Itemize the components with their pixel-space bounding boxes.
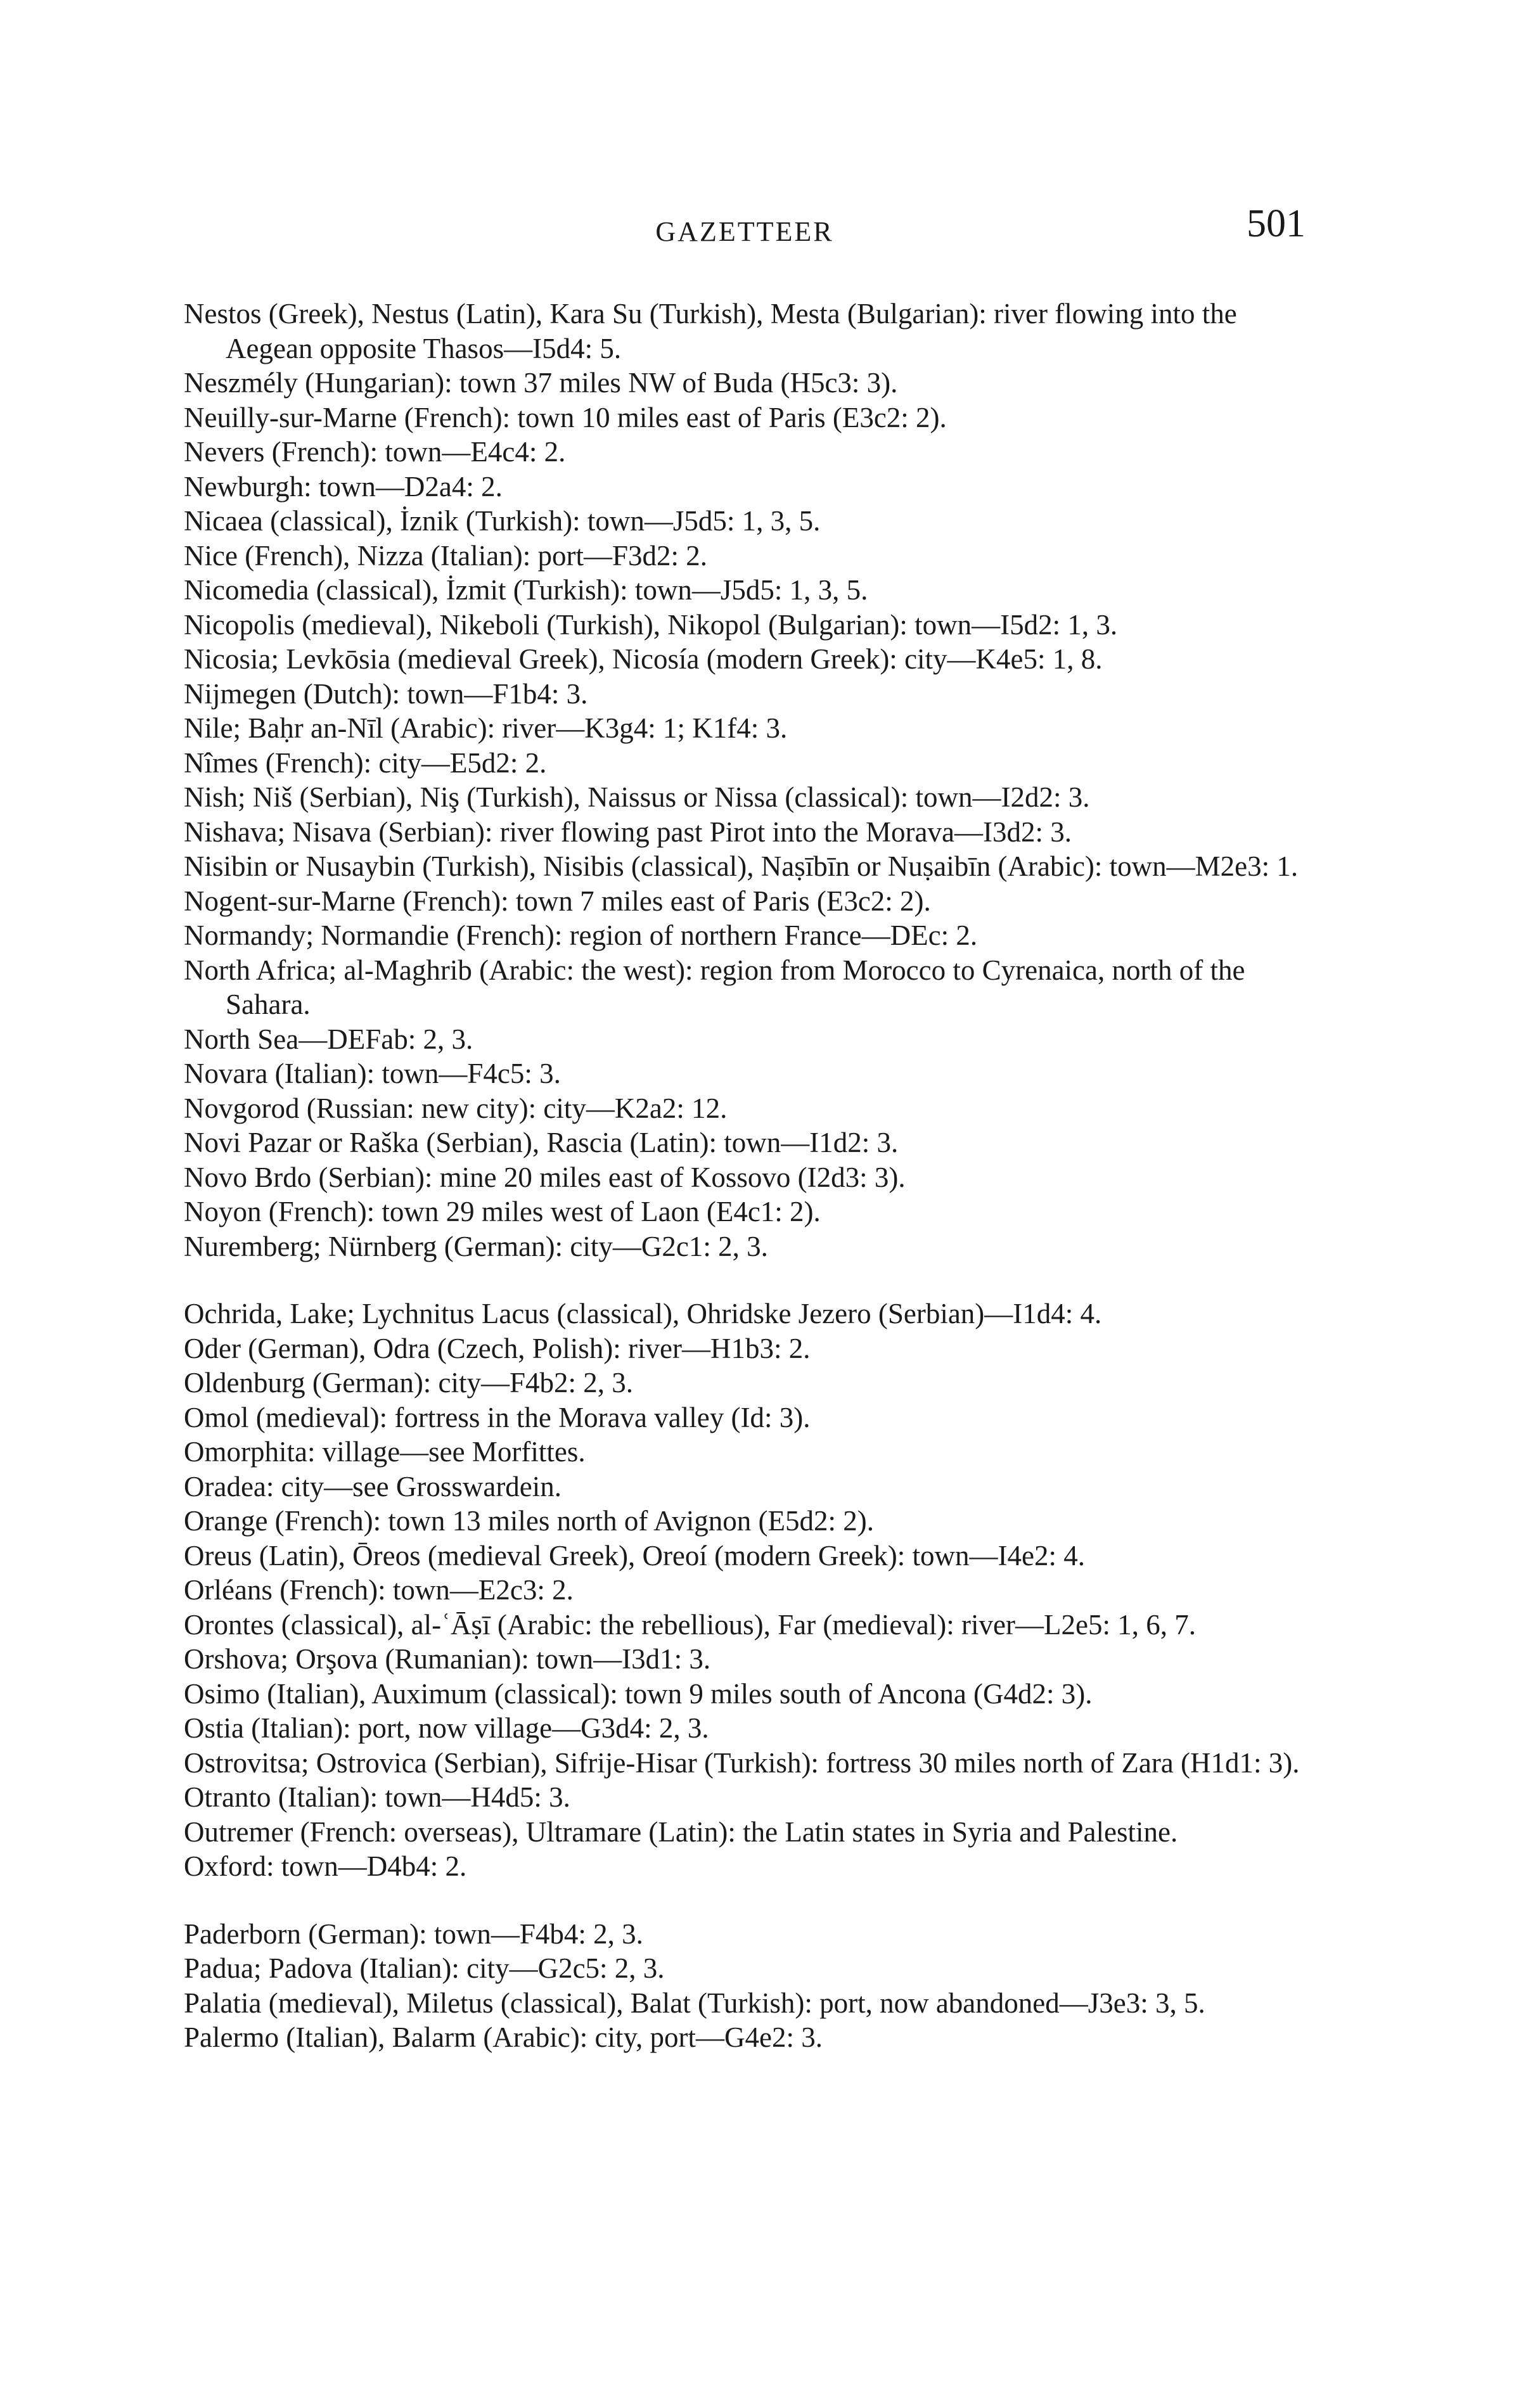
gazetteer-entry: Nisibin or Nusaybin (Turkish), Nisibis (classical), Naṣībīn or Nuṣaibīn (Arabic): town—M2e3: 1. — [184, 850, 1299, 882]
gazetteer-entry: Nicaea (classical), İznik (Turkish): town—J5d5: 1, 3, 5. — [184, 505, 821, 537]
gazetteer-entry: Oldenburg (German): city—F4b2: 2, 3. — [184, 1367, 634, 1399]
gazetteer-entry: Oxford: town—D4b4: 2. — [184, 1850, 467, 1882]
gazetteer-entry: Osimo (Italian), Auximum (classical): town 9 miles south of Ancona (G4d2: 3). — [184, 1677, 1093, 1710]
page-number: 501 — [1247, 202, 1306, 245]
gazetteer-entry: Padua; Padova (Italian): city—G2c5: 2, 3. — [184, 1952, 665, 1984]
letter-group — [184, 297, 1312, 1264]
gazetteer-entry: Ostia (Italian): port, now village—G3d4: 2, 3. — [184, 1712, 709, 1744]
letter-group — [184, 1917, 1312, 2055]
running-title: GAZETTEER — [655, 216, 834, 247]
gazetteer-entry: Noyon (French): town 29 miles west of Laon (E4c1: 2). — [184, 1196, 821, 1227]
gazetteer-entry: Nicomedia (classical), İzmit (Turkish): town—J5d5: 1, 3, 5. — [184, 574, 868, 606]
gazetteer-entry: Nuremberg; Nürnberg (German): city—G2c1: 2, 3. — [184, 1230, 768, 1262]
gazetteer-entry: Ostrovitsa; Ostrovica (Serbian), Sifrije-Hisar (Turkish): fortress 30 miles north of Zara (H1d1: 3). — [184, 1746, 1300, 1779]
gazetteer-entry: Neuilly-sur-Marne (French): town 10 miles east of Paris (E3c2: 2). — [184, 401, 947, 433]
gazetteer-entry: Palermo (Italian), Balarm (Arabic): city, port—G4e2: 3. — [184, 2021, 823, 2053]
gazetteer-entry: Paderborn (German): town—F4b4: 2, 3. — [184, 1918, 643, 1950]
gazetteer-entry: Orshova; Orşova (Rumanian): town—I3d1: 3. — [184, 1643, 711, 1675]
gazetteer-entry: Orontes (classical), al-ʿĀṣī (Arabic: the rebellious), Far (medieval): river—L2e5: 1, 6, 7. — [184, 1608, 1196, 1641]
gazetteer-entry: Palatia (medieval), Miletus (classical), Balat (Turkish): port, now abandoned—J3e3: 3, 5. — [184, 1987, 1205, 2019]
gazetteer-entry: Nice (French), Nizza (Italian): port—F3d2: 2. — [184, 539, 707, 572]
gazetteer-entry: Orléans (French): town—E2c3: 2. — [184, 1574, 574, 1606]
gazetteer-entry: Nishava; Nisava (Serbian): river flowing past Pirot into the Morava—I3d2: 3. — [184, 816, 1072, 848]
gazetteer-entry: North Africa; al-Maghrib (Arabic: the west): region from Morocco to Cyrenaica, north of the Sahara. — [184, 954, 1245, 1020]
gazetteer-entry: Nicosia; Levkōsia (medieval Greek), Nicosía (modern Greek): city—K4e5: 1, 8. — [184, 643, 1103, 675]
gazetteer-entry: Omol (medieval): fortress in the Morava valley (Id: 3). — [184, 1401, 811, 1433]
gazetteer-entry: Outremer (French: overseas), Ultramare (Latin): the Latin states in Syria and Palestine. — [184, 1816, 1178, 1848]
gazetteer-entry: Nogent-sur-Marne (French): town 7 miles east of Paris (E3c2: 2). — [184, 885, 931, 917]
gazetteer-entry: North Sea—DEFab: 2, 3. — [184, 1023, 473, 1055]
gazetteer-entry: Omorphita: village—see Morfittes. — [184, 1436, 586, 1468]
gazetteer-entry: Oreus (Latin), Ōreos (medieval Greek), Oreoí (modern Greek): town—I4e2: 4. — [184, 1539, 1085, 1572]
gazetteer-list — [184, 297, 1312, 2088]
gazetteer-entry: Nile; Baḥr an-Nīl (Arabic): river—K3g4: 1; K1f4: 3. — [184, 712, 788, 744]
gazetteer-entry: Nestos (Greek), Nestus (Latin), Kara Su (Turkish), Mesta (Bulgarian): river flowing into the Aegean opposite Thasos—I5d4: 5. — [184, 298, 1237, 364]
gazetteer-entry: Nevers (French): town—E4c4: 2. — [184, 436, 566, 468]
gazetteer-entry: Neszmély (Hungarian): town 37 miles NW of Buda (H5c3: 3). — [184, 367, 898, 399]
gazetteer-entry: Otranto (Italian): town—H4d5: 3. — [184, 1781, 570, 1813]
gazetteer-entry: Orange (French): town 13 miles north of Avignon (E5d2: 2). — [184, 1505, 874, 1537]
gazetteer-entry: Novo Brdo (Serbian): mine 20 miles east of Kossovo (I2d3: 3). — [184, 1161, 906, 1193]
gazetteer-entry: Novara (Italian): town—F4c5: 3. — [184, 1058, 561, 1089]
letter-group — [184, 1297, 1312, 1884]
gazetteer-entry: Ochrida, Lake; Lychnitus Lacus (classical), Ohridske Jezero (Serbian)—I1d4: 4. — [184, 1298, 1102, 1329]
gazetteer-entry: Nish; Niš (Serbian), Niş (Turkish), Naissus or Nissa (classical): town—I2d2: 3. — [184, 781, 1090, 813]
gazetteer-entry: Normandy; Normandie (French): region of northern France—DEc: 2. — [184, 919, 978, 951]
gazetteer-entry: Nîmes (French): city—E5d2: 2. — [184, 746, 547, 779]
gazetteer-entry: Novgorod (Russian: new city): city—K2a2: 12. — [184, 1092, 728, 1124]
gazetteer-entry: Nicopolis (medieval), Nikeboli (Turkish), Nikopol (Bulgarian): town—I5d2: 1, 3. — [184, 608, 1118, 641]
gazetteer-entry: Oradea: city—see Grosswardein. — [184, 1470, 562, 1502]
running-head — [184, 202, 1306, 252]
gazetteer-entry: Newburgh: town—D2a4: 2. — [184, 470, 503, 503]
gazetteer-entry: Oder (German), Odra (Czech, Polish): river—H1b3: 2. — [184, 1332, 811, 1364]
gazetteer-entry: Novi Pazar or Raška (Serbian), Rascia (Latin): town—I1d2: 3. — [184, 1127, 899, 1158]
gazetteer-entry: Nijmegen (Dutch): town—F1b4: 3. — [184, 677, 588, 710]
